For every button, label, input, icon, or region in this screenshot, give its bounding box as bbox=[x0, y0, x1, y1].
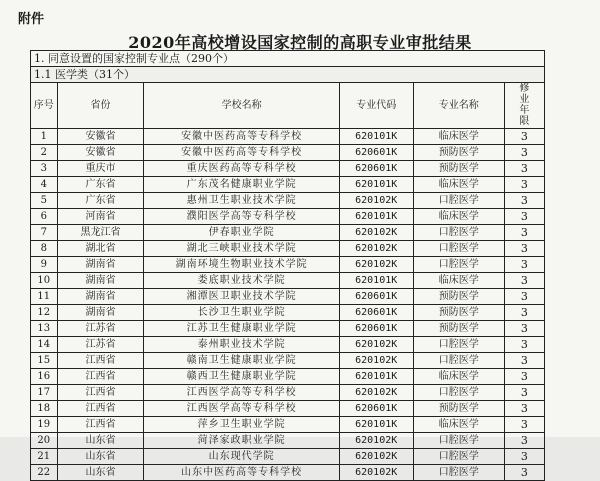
cell-code: 620601K bbox=[339, 321, 413, 337]
cell-school: 湖南环境生物职业技术学院 bbox=[144, 257, 339, 273]
header-code: 专业代码 bbox=[339, 83, 413, 129]
cell-school: 伊春职业学院 bbox=[144, 225, 339, 241]
header-index: 序号 bbox=[31, 83, 57, 129]
cell-years: 3 bbox=[504, 433, 544, 449]
cell-index: 18 bbox=[31, 401, 57, 417]
cell-major: 预防医学 bbox=[413, 321, 504, 337]
cell-province: 江西省 bbox=[57, 385, 144, 401]
cell-major: 口腔医学 bbox=[413, 225, 504, 241]
results-sheet bbox=[30, 50, 545, 481]
cell-years: 3 bbox=[504, 353, 544, 369]
table-row bbox=[31, 273, 545, 289]
cell-school: 濮阳医学高等专科学校 bbox=[144, 209, 339, 225]
cell-code: 620601K bbox=[339, 305, 413, 321]
cell-index: 19 bbox=[31, 417, 57, 433]
cell-major: 预防医学 bbox=[413, 161, 504, 177]
cell-major: 临床医学 bbox=[413, 177, 504, 193]
cell-index: 11 bbox=[31, 289, 57, 305]
cell-major: 口腔医学 bbox=[413, 353, 504, 369]
cell-index: 22 bbox=[31, 465, 57, 481]
table-row bbox=[31, 369, 545, 385]
attachment-label: 附件 bbox=[18, 12, 45, 27]
cell-years: 3 bbox=[504, 465, 544, 481]
cell-index: 13 bbox=[31, 321, 57, 337]
table-row bbox=[31, 145, 545, 161]
cell-years: 3 bbox=[504, 225, 544, 241]
cell-school: 惠州卫生职业技术学院 bbox=[144, 193, 339, 209]
cell-years: 3 bbox=[504, 305, 544, 321]
cell-province: 湖南省 bbox=[57, 305, 144, 321]
cell-major: 口腔医学 bbox=[413, 449, 504, 465]
table-row bbox=[31, 129, 545, 145]
cell-index: 15 bbox=[31, 353, 57, 369]
cell-code: 620102K bbox=[339, 193, 413, 209]
cell-province: 湖南省 bbox=[57, 273, 144, 289]
cell-years: 3 bbox=[504, 273, 544, 289]
cell-province: 湖北省 bbox=[57, 241, 144, 257]
cell-school: 娄底职业技术学院 bbox=[144, 273, 339, 289]
cell-code: 620102K bbox=[339, 225, 413, 241]
cell-school: 广东茂名健康职业学院 bbox=[144, 177, 339, 193]
cell-years: 3 bbox=[504, 449, 544, 465]
cell-index: 8 bbox=[31, 241, 57, 257]
table-row bbox=[31, 353, 545, 369]
cell-index: 6 bbox=[31, 209, 57, 225]
cell-province: 江苏省 bbox=[57, 321, 144, 337]
cell-province: 江西省 bbox=[57, 369, 144, 385]
cell-index: 3 bbox=[31, 161, 57, 177]
cell-school: 湘潭医卫职业技术学院 bbox=[144, 289, 339, 305]
header-years: 修业年限 bbox=[504, 83, 544, 129]
cell-major: 临床医学 bbox=[413, 369, 504, 385]
table-row bbox=[31, 193, 545, 209]
header-major: 专业名称 bbox=[413, 83, 504, 129]
cell-years: 3 bbox=[504, 177, 544, 193]
cell-school: 江西医学高等专科学校 bbox=[144, 385, 339, 401]
cell-code: 620101K bbox=[339, 177, 413, 193]
cell-years: 3 bbox=[504, 209, 544, 225]
cell-major: 口腔医学 bbox=[413, 385, 504, 401]
cell-school: 赣西卫生健康职业学院 bbox=[144, 369, 339, 385]
cell-code: 620102K bbox=[339, 465, 413, 481]
cell-province: 安徽省 bbox=[57, 145, 144, 161]
cell-province: 重庆市 bbox=[57, 161, 144, 177]
cell-code: 620601K bbox=[339, 401, 413, 417]
cell-code: 620102K bbox=[339, 257, 413, 273]
section-heading: 1. 同意设置的国家控制专业点（290个） bbox=[31, 51, 545, 67]
cell-years: 3 bbox=[504, 241, 544, 257]
cell-major: 预防医学 bbox=[413, 305, 504, 321]
cell-province: 广东省 bbox=[57, 177, 144, 193]
cell-index: 4 bbox=[31, 177, 57, 193]
subsection-heading: 1.1 医学类（31个） bbox=[31, 67, 545, 83]
cell-province: 湖南省 bbox=[57, 257, 144, 273]
table-row bbox=[31, 209, 545, 225]
cell-school: 重庆医药高等专科学校 bbox=[144, 161, 339, 177]
cell-major: 预防医学 bbox=[413, 289, 504, 305]
cell-years: 3 bbox=[504, 129, 544, 145]
table-row bbox=[31, 225, 545, 241]
cell-index: 17 bbox=[31, 385, 57, 401]
cell-code: 620101K bbox=[339, 369, 413, 385]
cell-years: 3 bbox=[504, 369, 544, 385]
cell-index: 2 bbox=[31, 145, 57, 161]
cell-school: 泰州职业技术学院 bbox=[144, 337, 339, 353]
cell-years: 3 bbox=[504, 193, 544, 209]
cell-school: 菏泽家政职业学院 bbox=[144, 433, 339, 449]
cell-index: 7 bbox=[31, 225, 57, 241]
cell-province: 江西省 bbox=[57, 353, 144, 369]
table-row bbox=[31, 433, 545, 449]
cell-province: 河南省 bbox=[57, 209, 144, 225]
table-row bbox=[31, 449, 545, 465]
cell-school: 安徽中医药高等专科学校 bbox=[144, 145, 339, 161]
cell-years: 3 bbox=[504, 257, 544, 273]
cell-code: 620102K bbox=[339, 353, 413, 369]
cell-major: 口腔医学 bbox=[413, 241, 504, 257]
header-province: 省份 bbox=[57, 83, 144, 129]
cell-code: 620601K bbox=[339, 289, 413, 305]
cell-index: 12 bbox=[31, 305, 57, 321]
cell-province: 广东省 bbox=[57, 193, 144, 209]
table-row bbox=[31, 305, 545, 321]
cell-major: 口腔医学 bbox=[413, 465, 504, 481]
cell-province: 黑龙江省 bbox=[57, 225, 144, 241]
cell-years: 3 bbox=[504, 289, 544, 305]
cell-province: 江苏省 bbox=[57, 337, 144, 353]
cell-index: 1 bbox=[31, 129, 57, 145]
table-row bbox=[31, 289, 545, 305]
cell-years: 3 bbox=[504, 385, 544, 401]
cell-school: 山东现代学院 bbox=[144, 449, 339, 465]
cell-index: 5 bbox=[31, 193, 57, 209]
table-row bbox=[31, 417, 545, 433]
cell-years: 3 bbox=[504, 145, 544, 161]
cell-years: 3 bbox=[504, 161, 544, 177]
cell-province: 山东省 bbox=[57, 449, 144, 465]
table-row bbox=[31, 465, 545, 481]
table-row bbox=[31, 257, 545, 273]
table-row bbox=[31, 385, 545, 401]
results-table bbox=[31, 83, 545, 481]
cell-major: 临床医学 bbox=[413, 209, 504, 225]
table-row bbox=[31, 401, 545, 417]
cell-code: 620102K bbox=[339, 433, 413, 449]
cell-years: 3 bbox=[504, 401, 544, 417]
cell-code: 620101K bbox=[339, 417, 413, 433]
document-title: 2020年高校增设国家控制的高职专业审批结果 bbox=[128, 33, 472, 52]
table-body bbox=[31, 129, 545, 481]
cell-province: 湖南省 bbox=[57, 289, 144, 305]
cell-major: 预防医学 bbox=[413, 145, 504, 161]
cell-major: 预防医学 bbox=[413, 401, 504, 417]
cell-years: 3 bbox=[504, 337, 544, 353]
cell-school: 萍乡卫生职业学院 bbox=[144, 417, 339, 433]
cell-province: 安徽省 bbox=[57, 129, 144, 145]
cell-code: 620101K bbox=[339, 273, 413, 289]
cell-index: 16 bbox=[31, 369, 57, 385]
cell-index: 10 bbox=[31, 273, 57, 289]
header-school: 学校名称 bbox=[144, 83, 339, 129]
cell-school: 赣南卫生健康职业学院 bbox=[144, 353, 339, 369]
cell-code: 620101K bbox=[339, 209, 413, 225]
cell-code: 620102K bbox=[339, 241, 413, 257]
cell-province: 江西省 bbox=[57, 417, 144, 433]
cell-major: 口腔医学 bbox=[413, 257, 504, 273]
cell-code: 620102K bbox=[339, 337, 413, 353]
table-row bbox=[31, 177, 545, 193]
cell-code: 620601K bbox=[339, 161, 413, 177]
cell-province: 江西省 bbox=[57, 401, 144, 417]
cell-province: 山东省 bbox=[57, 465, 144, 481]
table-row bbox=[31, 241, 545, 257]
cell-major: 临床医学 bbox=[413, 273, 504, 289]
cell-major: 口腔医学 bbox=[413, 193, 504, 209]
cell-school: 长沙卫生职业学院 bbox=[144, 305, 339, 321]
cell-years: 3 bbox=[504, 417, 544, 433]
cell-school: 湖北三峡职业技术学院 bbox=[144, 241, 339, 257]
cell-major: 临床医学 bbox=[413, 417, 504, 433]
cell-index: 20 bbox=[31, 433, 57, 449]
cell-province: 山东省 bbox=[57, 433, 144, 449]
cell-school: 山东中医药高等专科学校 bbox=[144, 465, 339, 481]
table-row bbox=[31, 161, 545, 177]
cell-index: 9 bbox=[31, 257, 57, 273]
cell-major: 口腔医学 bbox=[413, 433, 504, 449]
cell-major: 临床医学 bbox=[413, 129, 504, 145]
cell-code: 620102K bbox=[339, 449, 413, 465]
cell-school: 安徽中医药高等专科学校 bbox=[144, 129, 339, 145]
cell-years: 3 bbox=[504, 321, 544, 337]
table-row bbox=[31, 337, 545, 353]
cell-code: 620101K bbox=[339, 129, 413, 145]
cell-index: 14 bbox=[31, 337, 57, 353]
table-header-row bbox=[31, 83, 545, 129]
cell-school: 江西医学高等专科学校 bbox=[144, 401, 339, 417]
cell-index: 21 bbox=[31, 449, 57, 465]
cell-school: 江苏卫生健康职业学院 bbox=[144, 321, 339, 337]
table-row bbox=[31, 321, 545, 337]
cell-code: 620102K bbox=[339, 385, 413, 401]
cell-code: 620601K bbox=[339, 145, 413, 161]
cell-major: 口腔医学 bbox=[413, 337, 504, 353]
